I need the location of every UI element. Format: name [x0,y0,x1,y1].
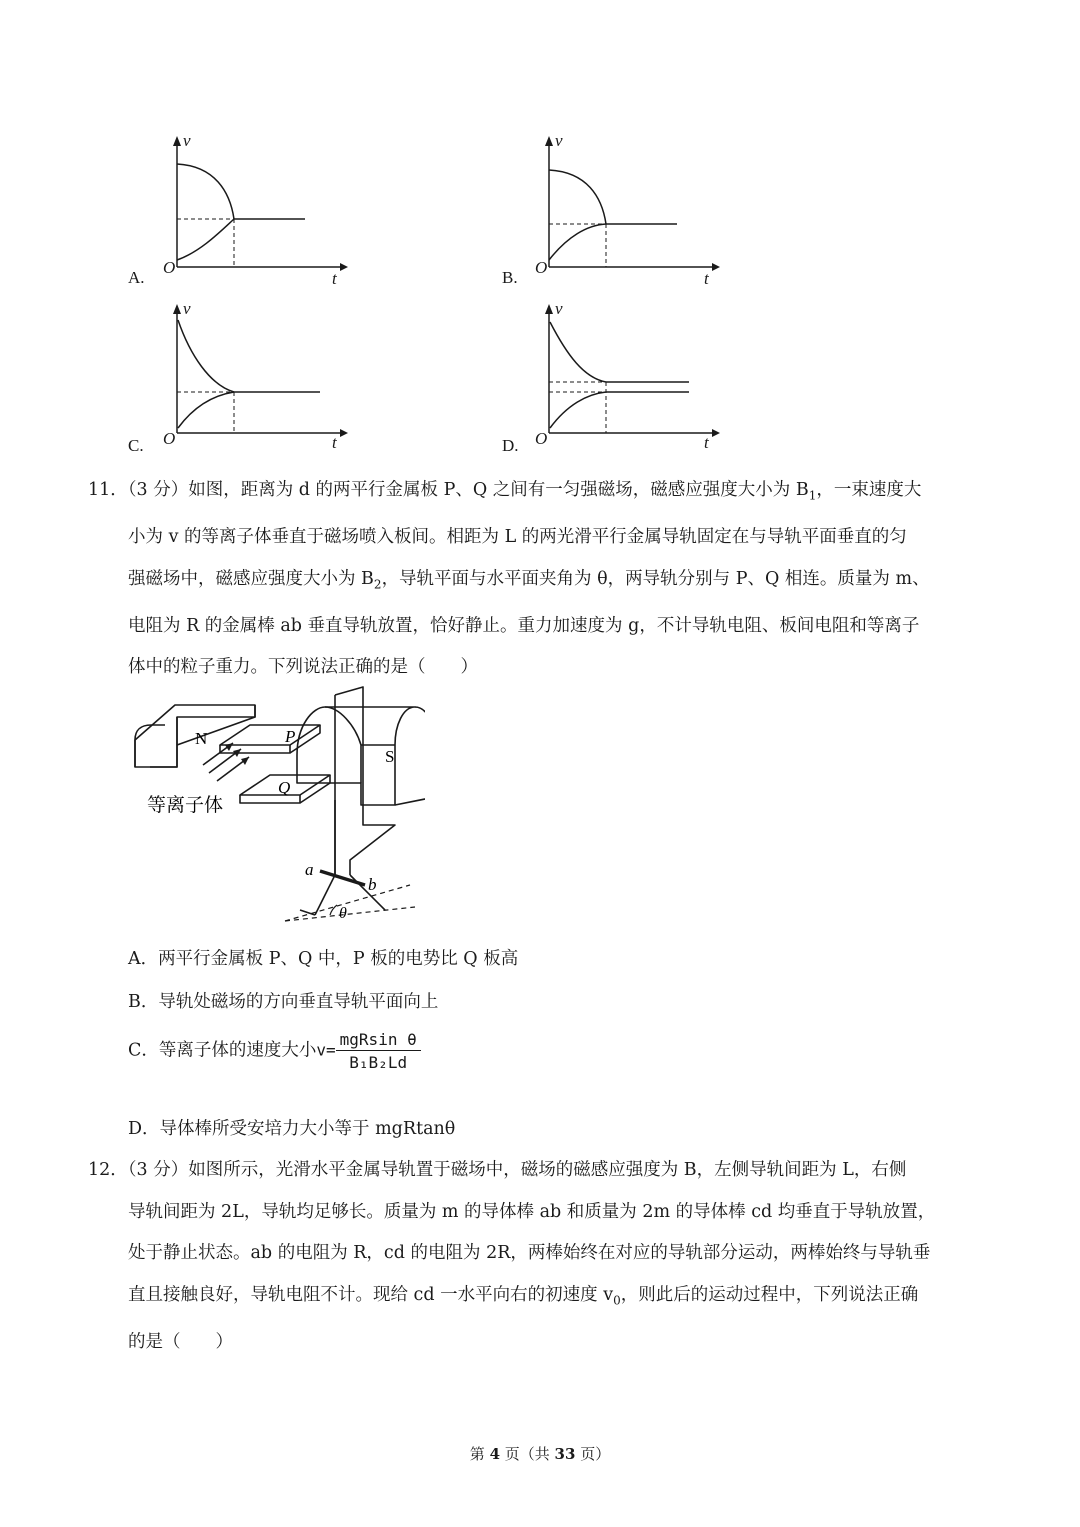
option-a-letter: A. [128,268,145,287]
plasma-label: 等离子体 [147,794,224,816]
n-pole-label: N [195,729,208,748]
t-label: t [704,269,709,288]
rod-a-label: a [305,860,314,879]
v-label: v [555,132,563,150]
v-label: v [555,300,563,318]
origin-label: O [163,258,176,277]
total-pages: 33 [554,1445,576,1463]
graph-d [522,300,722,460]
graph-b [522,132,722,292]
q11-line-5: 体中的粒子重力。下列说法正确的是（ ） [128,657,478,677]
q11-line-1: 11．（3 分）如图，距离为 d 的两平行金属板 P、Q 之间有一匀强磁场，磁感应强度大小为 $B_1$，一束速度大 [88,480,922,503]
q11-choice-c: C．等离子体的速度大小v= $\frac{\text{mgRsin θ}}{\text{B₁B₂Ld}}$ [128,1030,421,1072]
graph-c [150,300,350,460]
q11-choice-b: B．导轨处磁场的方向垂直导轨平面向上 [128,992,439,1012]
q11-choice-a: A．两平行金属板 P、Q 中，P 板的电势比 Q 板高 [128,949,519,969]
t-label: t [704,433,709,452]
q11-line-3: 强磁场中，磁感应强度大小为 $B_2$，导轨平面与水平面夹角为 θ，两导轨分别与 P、Q 相连。质量为 m、 [128,568,930,591]
velocity-formula: $\frac{\text{mgRsin θ}}{\text{B₁B₂Ld}}$ [336,1030,421,1072]
q12-line-3: 处于静止状态。ab 的电阻为 R，cd 的电阻为 2R，两棒始终在对应的导轨部分运动，两棒始终与导轨垂 [128,1243,931,1263]
theta-label: θ [339,905,347,922]
t-label: t [332,433,337,452]
s-pole-label: S [385,747,395,766]
graph-a [150,132,350,292]
q11-choice-d: D．导体棒所受安培力大小等于 mgRtanθ [128,1119,456,1139]
q12-line-4: 直且接触良好，导轨电阻不计。现给 cd 一水平向右的初速度 $v_0$，则此后的运动过程中，下列说法正确 [128,1284,919,1307]
rod-b-label: b [368,875,377,894]
t-label: t [332,269,337,288]
q11-line-4: 电阻为 R 的金属棒 ab 垂直导轨放置，恰好静止。重力加速度为 g，不计导轨电阻、板间电阻和等离子 [128,615,920,636]
q12-line-2: 导轨间距为 2L，导轨均足够长。质量为 m 的导体棒 ab 和质量为 2m 的导体棒 cd 均垂直于导轨放置， [128,1201,936,1222]
q11-figure [125,685,425,925]
v-label: v [183,132,191,150]
origin-label: O [535,429,548,448]
option-d-letter: D. [502,436,519,455]
q12-line-1: 12．（3 分）如图所示，光滑水平金属导轨置于磁场中，磁场的磁感应强度为 B，左侧导轨间距为 L，右侧 [88,1160,907,1180]
origin-label: O [535,258,548,277]
q12-line-5: 的是（ ） [128,1331,233,1352]
question-11-text [88,470,988,689]
current-page-number: 4 [489,1445,500,1463]
q-plate-label: Q [278,778,291,797]
question-12-text [88,1150,988,1363]
origin-label: O [163,429,176,448]
p-plate-label: P [285,727,296,746]
option-b-letter: B. [502,268,518,287]
v-label: v [183,300,191,318]
option-c-letter: C. [128,436,144,455]
page-footer: 第 4 页（共 33 页） [469,1445,611,1463]
q11-line-2: 小为 v 的等离子体垂直于磁场喷入板间。相距为 L 的两光滑平行金属导轨固定在与导轨平面垂直的匀 [128,527,907,547]
